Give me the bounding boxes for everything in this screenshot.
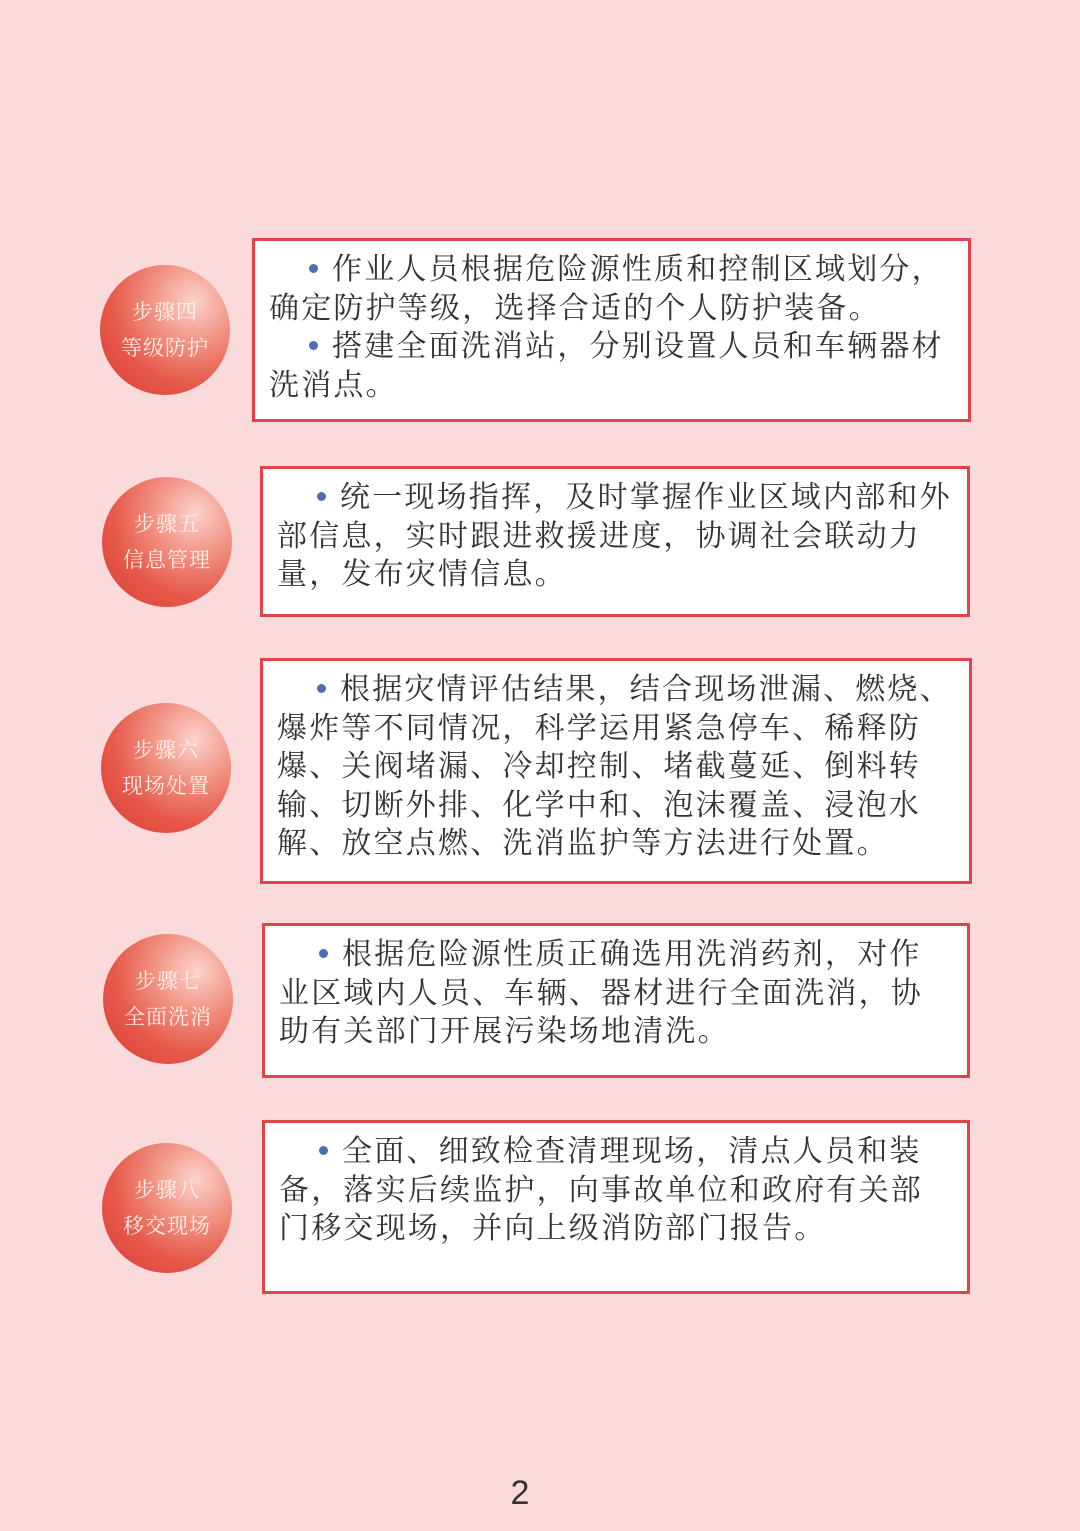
description-paragraph: 作业人员根据危险源性质和控制区域划分，确定防护等级，选择合适的个人防护装备。 [269, 252, 944, 326]
description-paragraph: 统一现场指挥，及时掌握作业区域内部和外部信息，实时跟进救援进度，协调社会联动力量，发布灾情信息。 [277, 480, 952, 592]
description-paragraph: 搭建全面洗消站，分别设置人员和车辆器材洗消点。 [269, 329, 944, 403]
step-number: 步骤八 [134, 1178, 200, 1202]
step-description-box [260, 658, 972, 884]
description-paragraph: 根据灾情评估结果，结合现场泄漏、燃烧、爆炸等不同情况，科学运用紧急停车、稀释防爆、关阀堵漏、冷却控制、堵截蔓延、倒料转输、切断外排、化学中和、泡沫覆盖、浸泡水解、放空点燃、洗消监护等方法进行处置。 [277, 672, 952, 861]
bullet-icon [309, 264, 318, 273]
step-badge [102, 477, 232, 607]
step-number: 步骤六 [133, 738, 199, 762]
step-badge [101, 703, 231, 833]
step-description-box [252, 238, 971, 422]
bullet-icon [309, 341, 318, 350]
description-paragraph: 根据危险源性质正确选用洗消药剂，对作业区域内人员、车辆、器材进行全面洗消，协助有关部门开展污染场地清洗。 [279, 937, 923, 1049]
description-paragraph: 全面、细致检查清理现场，清点人员和装备，落实后续监护，向事故单位和政府有关部门移交现场，并向上级消防部门报告。 [279, 1134, 923, 1246]
bullet-icon [319, 1146, 328, 1155]
step-number: 步骤五 [134, 512, 200, 536]
step-number: 步骤四 [132, 300, 198, 324]
step-title: 现场处置 [122, 774, 210, 798]
step-description-box [262, 923, 970, 1078]
step-badge [102, 1143, 232, 1273]
step-badge [103, 934, 233, 1064]
step-title: 信息管理 [123, 548, 211, 572]
step-title: 等级防护 [121, 336, 209, 360]
step-title: 全面洗消 [124, 1005, 212, 1029]
page-number: 2 [510, 1474, 530, 1512]
step-description-box [260, 466, 970, 617]
bullet-icon [317, 492, 326, 501]
step-badge [100, 265, 230, 395]
bullet-icon [317, 684, 326, 693]
step-title: 移交现场 [123, 1214, 211, 1238]
step-number: 步骤七 [135, 969, 201, 993]
bullet-icon [319, 949, 328, 958]
step-description-box [262, 1120, 970, 1294]
